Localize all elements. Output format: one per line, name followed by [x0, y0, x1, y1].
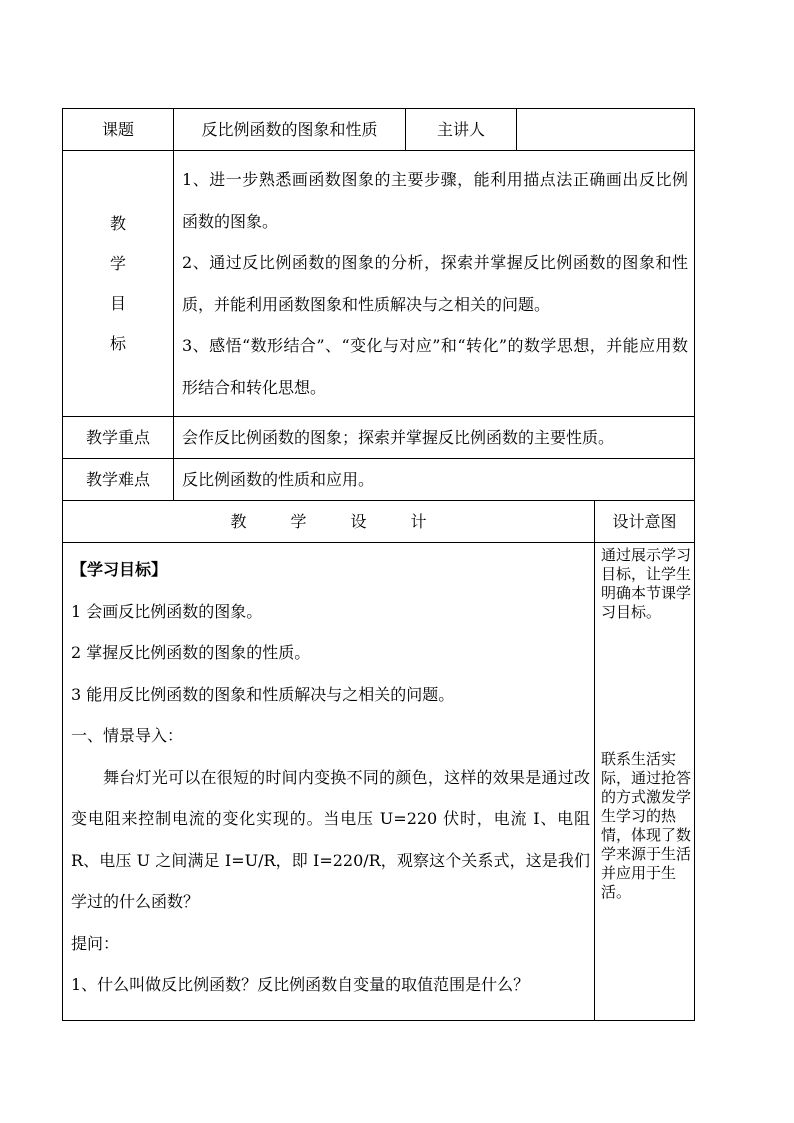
topic-label: 课题 [63, 109, 174, 151]
section-title: 一、情景导入： [71, 726, 184, 745]
speaker-label: 主讲人 [406, 109, 517, 151]
intent-content [595, 543, 695, 1021]
goals-label-char: 目 [109, 293, 126, 313]
lesson-plan-table [62, 108, 695, 1021]
goal-item: 1、进一步熟悉画函数图象的主要步骤，能利用描点法正确画出反比例函数的图象。 [182, 170, 688, 231]
question-label: 提问： [71, 933, 120, 953]
speaker-value [517, 109, 695, 151]
goals-text [174, 151, 695, 417]
goals-label-cell [63, 151, 174, 417]
intent-header: 设计意图 [595, 501, 695, 543]
design-content-row [63, 543, 695, 1021]
study-goal-item: 1 会画反比例函数的图象。 [71, 601, 263, 621]
goals-row [63, 151, 695, 417]
key-points-text: 会作反比例函数的图象；探索并掌握反比例函数的主要性质。 [174, 417, 695, 459]
topic-row [63, 109, 695, 151]
difficulties-label: 教学难点 [63, 459, 174, 501]
intent-spacer [601, 622, 692, 750]
key-points-label: 教学重点 [63, 417, 174, 459]
difficulties-text: 反比例函数的性质和应用。 [174, 459, 695, 501]
goals-label [63, 204, 173, 364]
goal-item: 3、感悟“数形结合”、“变化与对应”和“转化”的数学思想，并能应用数形结合和转化思想。 [182, 336, 688, 397]
design-header-row [63, 501, 695, 543]
goals-label-char: 标 [109, 333, 126, 353]
key-points-row [63, 417, 695, 459]
question-item: 1、什么叫做反比例函数？反比例函数自变量的取值范围是什么？ [71, 975, 530, 994]
study-goal-item: 3 能用反比例函数的图象和性质解决与之相关的问题。 [71, 684, 455, 704]
design-header: 教学设计 [230, 511, 471, 531]
intent-note: 联系生活实际，通过抢答的方式激发学生学习的热情，体现了数学来源于生活并应用于生活。 [601, 750, 692, 901]
topic-value: 反比例函数的图象和性质 [174, 109, 406, 151]
intent-note: 通过展示学习目标，让学生明确本节课学习目标。 [601, 546, 692, 621]
difficulties-row [63, 459, 695, 501]
goals-label-char: 学 [109, 253, 126, 273]
scenario-paragraph: 舞台灯光可以在很短的时间内变换不同的颜色，这样的效果是通过改变电阻来控制电流的变化实现的。当电压 U=220 伏时，电流 I、电阻 R、电压 U 之间满足 I=U/R，即 I=220/R，观察这个关系式，这是我们学过的什么函数？ [71, 767, 590, 911]
goals-label-char: 教 [109, 213, 126, 233]
design-content [63, 543, 595, 1021]
goal-item: 2、通过反比例函数的图象的分析，探索并掌握反比例函数的图象和性质，并能利用函数图象和性质解决与之相关的问题。 [182, 253, 688, 314]
study-goal-item: 2 掌握反比例函数的图象的性质。 [71, 643, 311, 662]
design-header-cell [63, 501, 595, 543]
study-goal-title: 【学习目标】 [71, 560, 168, 579]
